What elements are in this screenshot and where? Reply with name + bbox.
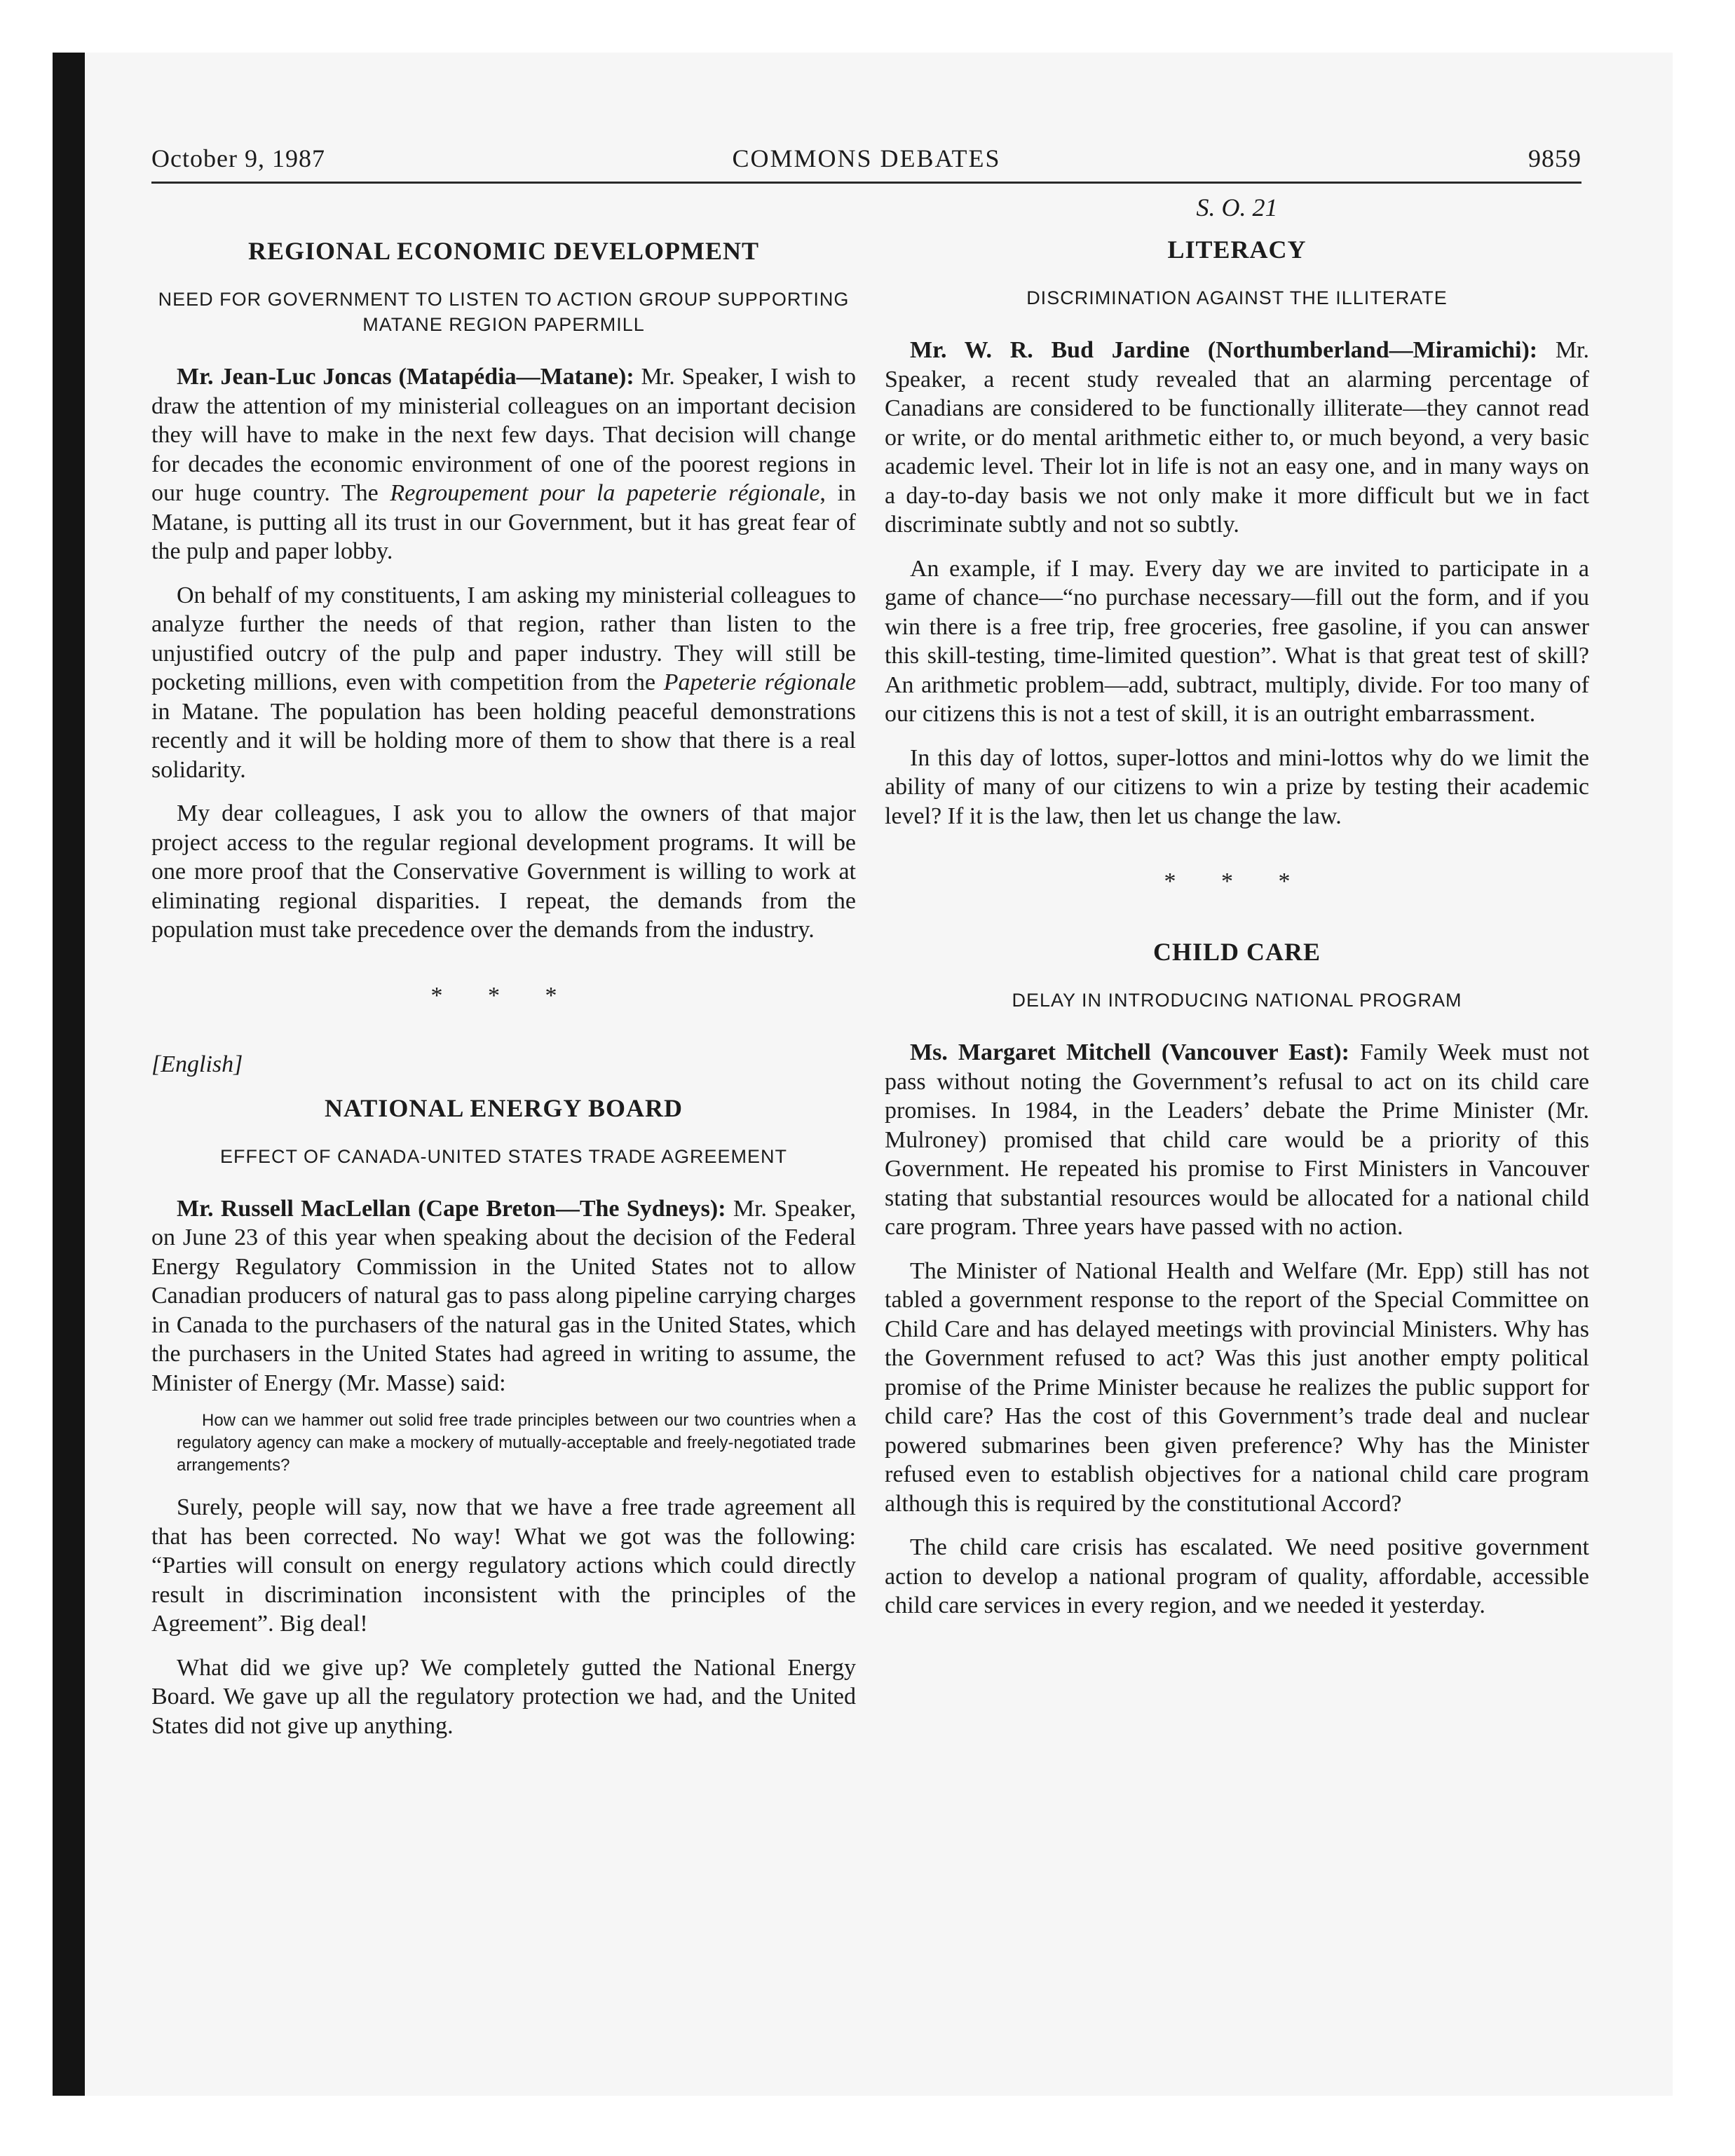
paragraph-jardine-3: In this day of lottos, super-lottos and mini-lottos why do we limit the ability of many of our citizens to win a prize by testing their academic level? If it is the law, then let us change the law. [885, 744, 1589, 829]
right-column [885, 193, 1589, 1635]
block-quote-minister: How can we hammer out solid free trade principles between our two countries when a regulatory agency can make a mockery of mutually-acceptable and freely-negotiated trade arrangements? [177, 1411, 856, 1475]
section-heading-child-care: CHILD CARE [1152, 938, 1321, 966]
scan-edge-bar [53, 53, 85, 2096]
left-column [151, 193, 856, 1755]
paragraph-maclellan-3: What did we give up? We completely gutted the National Energy Board. We gave up all the regulatory protection we had, and the United States did not give up anything. [151, 1654, 856, 1739]
paragraph-text: , in Matane, is putting all its trust in our Government, but it has great fear of the pulp and paper lobby. [151, 480, 857, 564]
section-heading-literacy: LITERACY [1167, 236, 1307, 264]
section-separator-stars: * * * [1164, 868, 1310, 894]
paragraph-text: Mr. Speaker, a recent study revealed that an alarming percentage of Canadians are considered to be functionally illiterate—they cannot read or write, or do mental arithmetic either to, or much beyond, a very basic academic level. Their lot in life is not an easy one, and in many ways on a day-to-day basis we not only make it more difficult but we in fact discriminate subtly and not so subtly. [885, 337, 1589, 538]
paragraph-joncas-3: My dear colleagues, I ask you to allow the owners of that major project access to the regular regional development programs. It will be one more proof that the Conservative Government is willing to work at eliminating regional disparities. I repeat, the demands from the population must take precedence over the demands from the industry. [151, 800, 856, 943]
paragraph-text: On behalf of my constituents, I am asking my ministerial colleagues to analyze further the needs of that region, rather than listen to the unjustified outcry of the pulp and paper industry. They will still be pocketing millions, even with competition from the [151, 582, 856, 695]
section-separator-stars: * * * [430, 982, 577, 1009]
paragraph-jardine-1 [885, 336, 1589, 540]
paragraph-maclellan-2: Surely, people will say, now that we have a free trade agreement all that has been corrected. No way! What we got was the following: “Parties will consult on energy regulatory actions which could directly result in discrimination inconsistent with the principles of the Agreement”. Big deal! [151, 1494, 856, 1637]
paragraph-text: Mr. Speaker, on June 23 of this year when speaking about the decision of the Federal Energy Regulatory Commission in the United States not to allow Canadian producers of natural gas to pass along pipeline carrying charges in Canada to the purchasers of the natural gas in the United States, which the purchasers in the United States had agreed in writing to assume, the Minister of Energy (Mr. Masse) said: [151, 1195, 856, 1396]
paragraph-maclellan-1 [151, 1194, 856, 1398]
speaker-jardine: Mr. W. R. Bud Jardine (Northumberland—Miramichi): [910, 337, 1538, 363]
paragraph-joncas-1 [151, 362, 856, 566]
paragraph-joncas-2 [151, 581, 856, 785]
paragraph-mitchell-3: The child care crisis has escalated. We need positive government action to develop a national program of quality, affordable, accessible child care services in every region, and we needed it yesterday. [885, 1534, 1589, 1618]
section-heading-regional-economic-development: REGIONAL ECONOMIC DEVELOPMENT [247, 237, 760, 265]
header-date: October 9, 1987 [151, 144, 325, 172]
italic-org-name: Papeterie régionale [663, 669, 856, 695]
running-header [151, 144, 1581, 184]
standing-order-marker: S. O. 21 [1196, 193, 1278, 221]
header-publication: COMMONS DEBATES [732, 144, 1001, 172]
paragraph-text: Family Week must not pass without noting the Government’s refusal to act on its child care promises. In 1984, in the Leaders’ debate the Prime Minister (Mr. Mulroney) promised that child care would be a priority of this Government. He repeated his promise to First Ministers in Vancouver stating that substantial resources would be allocated for a national child care program. Three years have passed with no action. [885, 1039, 1589, 1240]
section-heading-national-energy-board: NATIONAL ENERGY BOARD [324, 1093, 683, 1122]
paragraph-mitchell-1 [885, 1038, 1589, 1242]
speaker-mitchell: Ms. Margaret Mitchell (Vancouver East): [910, 1039, 1349, 1065]
paragraph-text: Mr. Speaker, I wish to draw the attention of my ministerial colleagues on an important decision they will have to make in the next few days. That decision will change for decades the economic environment of one of the poorest regions in our huge country. The [151, 364, 856, 506]
section-subheading-national-program: DELAY IN INTRODUCING NATIONAL PROGRAM [1012, 990, 1462, 1011]
language-tag: [English] [151, 1051, 243, 1077]
speaker-maclellan: Mr. Russell MacLellan (Cape Breton—The Sydneys): [177, 1195, 726, 1222]
section-subheading-matane: NEED FOR GOVERNMENT TO LISTEN TO ACTION GROUP SUPPORTING MATANE REGION PAPERMILL [158, 289, 850, 335]
left-top-spacer [151, 193, 856, 236]
section-subheading-illiterate: DISCRIMINATION AGAINST THE ILLITERATE [1026, 287, 1448, 308]
italic-org-name: Regroupement pour la papeterie régionale [390, 480, 820, 506]
header-page-number: 9859 [1528, 144, 1581, 172]
paragraph-jardine-2: An example, if I may. Every day we are invited to participate in a game of chance—“no purchase necessary—fill out the form, and if you win there is a free trip, free groceries, free gasoline, if you can answer this skill-testing, time-limited question”. What is that great test of skill? An arithmetic problem—add, subtract, multiply, divide. For too many of our citizens this is not a test of skill, it is an outright embarrassment. [885, 555, 1589, 727]
paragraph-mitchell-2: The Minister of National Health and Welfare (Mr. Epp) still has not tabled a government response to the report of the Special Committee on Child Care and has delayed meetings with provincial Ministers. Why has the Government refused to act? Was this just another empty political promise of the Prime Minister because he realizes the public support for child care? Has the cost of this Government’s trade deal and nuclear powered submarines been given preference? Why has the Minister refused even to establish objectives for a national child care program although this is required by the constitutional Accord? [885, 1257, 1589, 1517]
speaker-joncas: Mr. Jean-Luc Joncas (Matapédia—Matane): [177, 364, 634, 390]
section-subheading-trade-agreement: EFFECT OF CANADA-UNITED STATES TRADE AGREEMENT [219, 1145, 788, 1167]
paragraph-text: in Matane. The population has been holding peaceful demonstrations recently and it will be holding more of them to show that there is a real solidarity. [151, 698, 856, 783]
